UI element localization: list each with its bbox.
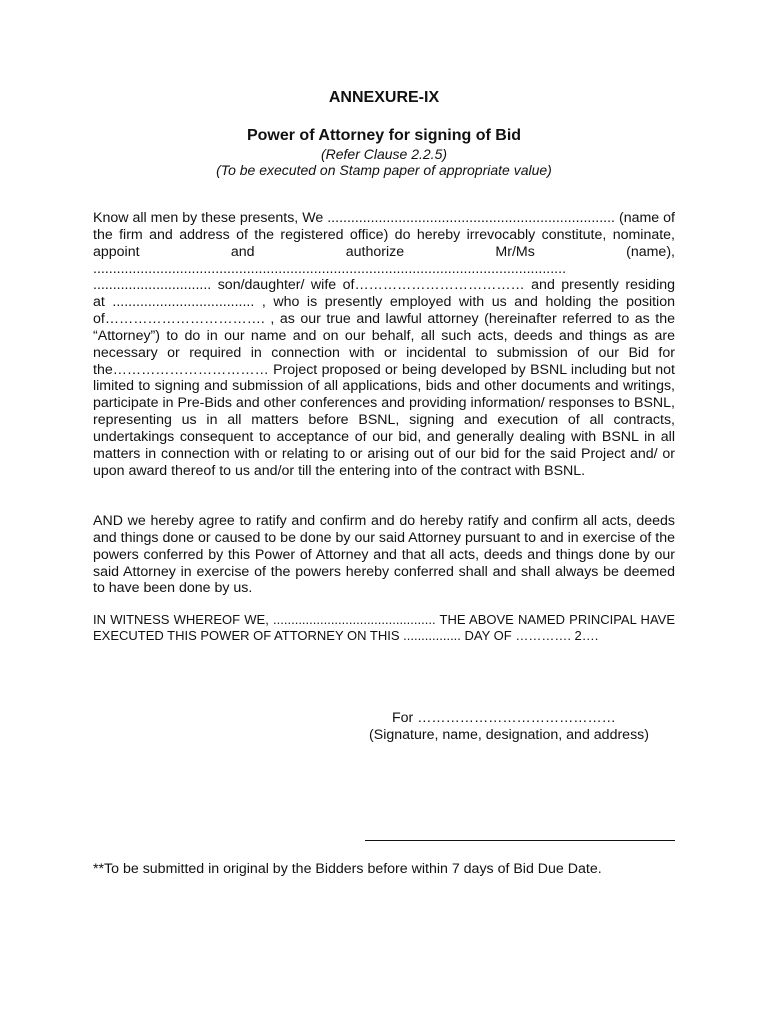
document-title: Power of Attorney for signing of Bid (246, 127, 522, 144)
submission-footnote: **To be submitted in original by the Bidders before within 7 days of Bid Due Date. (93, 861, 602, 877)
stamp-paper-note: (To be executed on Stamp paper of appropriate value) (216, 162, 552, 178)
authorization-paragraph: Know all men by these presents, We ......................................................................... (name of the firm and address of the registered office) do hereby irrevocably constitute, nominate, appoint and authorize Mr/Ms (name), ........................................................................................................................ .............................. son/daughter/ wife of……………………………… and presently residing at .................................... , who is presently employed with us and holding the position of……………………………. , as our true and lawful attorney (hereinafter referred to as the “Attorney”) to do in our name and on our behalf, all such acts, deeds and things as are necessary or required in connection with or incidental to submission of our Bid for the…………………………… Project proposed or being developed by BSNL including but not limited to signing and submission of all applications, bids and other documents and writings, participate in Pre-Bids and other conferences and providing information/ responses to BSNL, representing us in all matters before BSNL, signing and execution of all contracts, undertakings consequent to acceptance of our bid, and generally dealing with BSNL in all matters in connection with or relating to or arising out of our bid for the said Project and/ or upon award thereof to us and/or till the entering into of the contract with BSNL. (93, 210, 675, 479)
annexure-heading: ANNEXURE-IX (328, 89, 440, 106)
ratification-paragraph: AND we hereby agree to ratify and confirm and do hereby ratify and confirm all acts, deeds and things done or caused to be done by our said Attorney pursuant to and in exercise of the powers conferred by this Power of Attorney and that all acts, deeds and things done by our said Attorney in exercise of the powers hereby conferred shall and shall always be deemed to have been done by us. (93, 513, 675, 597)
for-line: For …………………………………… (392, 710, 616, 726)
witness-paragraph: IN WITNESS WHEREOF WE, ............................................. THE ABOVE NAMED PRINCIPAL HAVE EXECUTED THIS POWER OF ATTORNEY ON THIS ................ DAY OF …………. 2…. (93, 612, 675, 643)
refer-clause-note: (Refer Clause 2.2.5) (320, 146, 448, 162)
signature-line (365, 840, 675, 841)
signature-caption: (Signature, name, designation, and address) (369, 727, 649, 743)
